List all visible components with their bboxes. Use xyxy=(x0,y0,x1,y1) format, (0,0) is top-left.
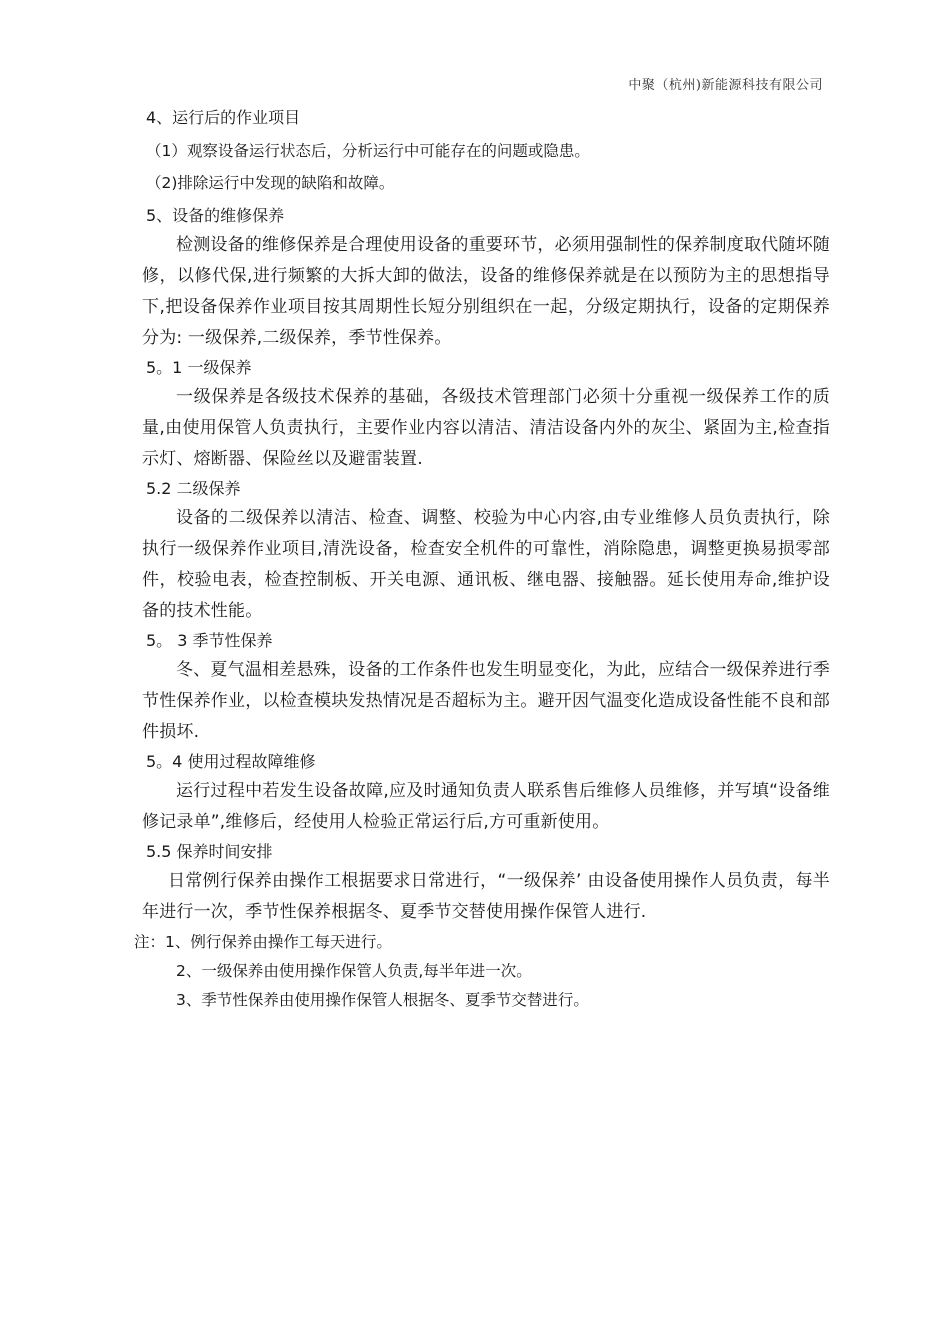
note-3: 3、季节性保养由使用操作保管人根据冬、夏季节交替进行。 xyxy=(176,991,589,1009)
document-body xyxy=(134,104,830,1015)
section-5-intro: 检测设备的维修保养是合理使用设备的重要环节，必须用强制性的保养制度取代随坏随修，以修代保,进行频繁的大拆大卸的做法，设备的维修保养就是在以预防为主的思想指导下,把设备保养作业项目按其周期性长短分别组织在一起，分级定期执行，设备的定期保养分为: 一级保养,二级保养，季节性保养。 xyxy=(142,235,830,348)
note-2: 2、一级保养由使用操作保管人负责,每半年进一次。 xyxy=(176,962,532,980)
note-1: 注：1、例行保养由操作工每天进行。 xyxy=(134,933,392,951)
sub-5-2-text: 设备的二级保养以清洁、检查、调整、校验为中心内容,由专业维修人员负责执行，除执行一级保养作业项目,清洗设备，检查安全机件的可靠性，消除隐患，调整更换易损零部件，校验电表，检查控制板、开关电源、通讯板、继电器、接触器。延长使用寿命,维护设备的技术性能。 xyxy=(142,508,830,621)
sub-5-5-heading: 5.5 保养时间安排 xyxy=(146,842,273,861)
sub-5-4-heading: 5。4 使用过程故障维修 xyxy=(146,752,316,771)
section-4-item-1: （1）观察设备运行状态后，分析运行中可能存在的问题或隐患。 xyxy=(146,142,590,160)
sub-5-3-text: 冬、夏气温相差悬殊，设备的工作条件也发生明显变化，为此，应结合一级保养进行季节性保养作业，以检查模块发热情况是否超标为主。避开因气温变化造成设备性能不良和部件损坏. xyxy=(142,660,830,742)
sub-5-1-heading: 5。1 一级保养 xyxy=(146,358,252,377)
sub-5-3-heading: 5。 3 季节性保养 xyxy=(146,631,273,650)
sub-5-5-text: 日常例行保养由操作工根据要求日常进行，“一级保养’ 由设备使用操作人员负责，每半年进行一次，季节性保养根据冬、夏季节交替使用操作保管人进行. xyxy=(142,871,830,922)
sub-5-1-text: 一级保养是各级技术保养的基础，各级技术管理部门必须十分重视一级保养工作的质量,由使用保管人负责执行，主要作业内容以清洁、清洁设备内外的灰尘、紧固为主,检查指示灯、熔断器、保险丝以及避雷装置. xyxy=(142,387,830,469)
section-5-heading: 5、设备的维修保养 xyxy=(146,206,285,225)
page-header-company: 中聚（杭州)新能源科技有限公司 xyxy=(628,78,823,93)
sub-5-2-heading: 5.2 二级保养 xyxy=(146,479,241,498)
section-4-item-2: （2)排除运行中发现的缺陷和故障。 xyxy=(146,174,395,192)
section-4-heading: 4、运行后的作业项目 xyxy=(146,108,301,127)
sub-5-4-text: 运行过程中若发生设备故障,应及时通知负责人联系售后维修人员维修，并写填“设备维修记录单”,维修后，经使用人检验正常运行后,方可重新使用。 xyxy=(142,781,830,832)
